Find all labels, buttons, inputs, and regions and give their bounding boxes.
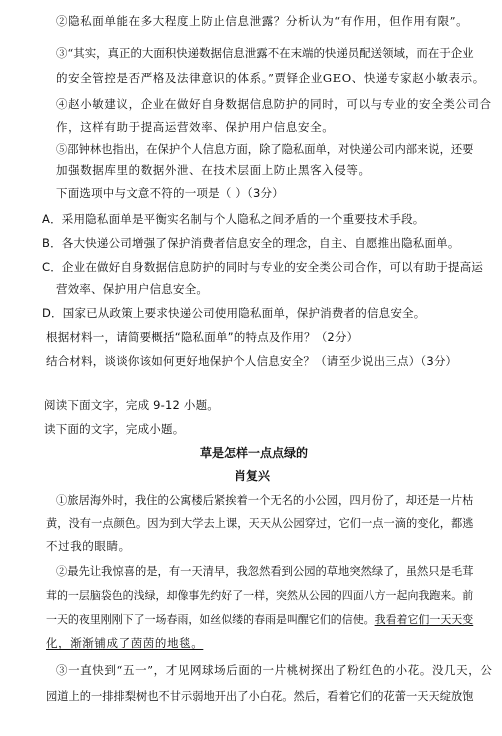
option-a: A．采用隐私面单是平衡实名制与个人隐私之间矛盾的一个重要技术手段。 xyxy=(42,212,425,226)
material-paragraph-3-line-2: 的安全管控是否严格及法律意识的体系。”贾铎企业GEO、快递专家赵小敏表示。 xyxy=(56,71,485,85)
essay-paragraph-1-line-3: 不过我的眼睛。 xyxy=(46,539,131,553)
material-paragraph-3-line-1: ③“其实，真正的大面积快递数据信息泄露不在末端的快递员配送领域，而在于企业 xyxy=(56,46,474,60)
essay-paragraph-2-line-3 xyxy=(46,612,473,627)
question-summarize: 根据材料一，请简要概括“隐私面单”的特点及作用？（2分） xyxy=(46,330,359,344)
material-paragraph-2: ②隐私面单能在多大程度上防止信息泄露？分析认为“有作用，但作用有限”。 xyxy=(56,14,469,28)
essay-paragraph-3-line-1: ③一直快到“五一”，才见网球场后面的一片桃树探出了粉红色的小花。没几天，公 xyxy=(56,663,493,677)
option-c-line-2: 营效率、保护用户信息安全。 xyxy=(56,282,209,296)
essay-paragraph-2-line-3-text: 一天的夜里刚刚下了一场春雨，如丝似缕的春雨是叫醒它们的信使。 xyxy=(46,613,375,626)
essay-paragraph-2-line-2: 茸的一层脑袋色的浅绿，却像事先约好了一样，突然从公园的四面八方一起向我跑来。前 xyxy=(46,589,474,602)
essay-author: 肖复兴 xyxy=(234,469,271,483)
material-paragraph-5-line-2: 加强数据库里的数据外泄、在技术层面上防止黑客入侵等。 xyxy=(56,163,371,177)
option-c-line-1: C．企业在做好自身数据信息防护的同时与专业的安全类公司合作，可以有助于提高运 xyxy=(42,260,484,274)
question-stem: 下面选项中与文意不符的一项是（ ）（3分） xyxy=(56,186,284,200)
essay-title: 草是怎样一点点绿的 xyxy=(200,446,309,460)
question-discuss: 结合材料，谈谈你该如何更好地保护个人信息安全？（请至少说出三点）（3分） xyxy=(46,354,458,368)
option-d: D．国家已从政策上要求快递公司使用隐私面单，保护消费者的信息安全。 xyxy=(42,306,426,320)
section-heading: 阅读下面文字，完成 9-12 小题。 xyxy=(44,398,220,412)
underlined-sentence: 我看着它们一天天变 xyxy=(374,613,474,626)
material-paragraph-4-line-1: ④赵小敏建议，企业在做好自身数据信息防护的同时，可以与专业的安全类公司合 xyxy=(56,97,492,111)
essay-paragraph-2-line-4: 化，渐渐铺成了茵茵的地毯。 xyxy=(46,636,204,650)
material-paragraph-4-line-2: 作，这样有助于提高运营效率、保护用户信息安全。 xyxy=(56,120,335,134)
essay-paragraph-1-line-1: ①旅居海外时，我住的公寓楼后紧挨着一个无名的小公园，四月份了，却还是一片枯 xyxy=(56,494,474,507)
essay-paragraph-2-line-1: ②最先让我惊喜的是，有一天清早，我忽然看到公园的草地突然绿了，虽然只是毛茸 xyxy=(56,565,474,578)
material-paragraph-5-line-1: ⑤邵钟林也指出，在保护个人信息方面，除了隐私面单，对快递公司内部来说，还要 xyxy=(56,143,474,156)
essay-paragraph-1-line-2: 黄，没有一点颜色。因为到大学去上课，天天从公园穿过，它们一点一滴的变化，都逃 xyxy=(46,517,474,530)
essay-paragraph-3-line-2: 园道上的一排排梨树也不甘示弱地开出了小白花。然后，看着它们的花蕾一天天绽放饱 xyxy=(46,690,474,703)
section-instruction: 读下面的文字，完成小题。 xyxy=(44,422,185,436)
option-b: B．各大快递公司增强了保护消费者信息安全的理念，自主、自愿推出隐私面单。 xyxy=(42,236,460,250)
